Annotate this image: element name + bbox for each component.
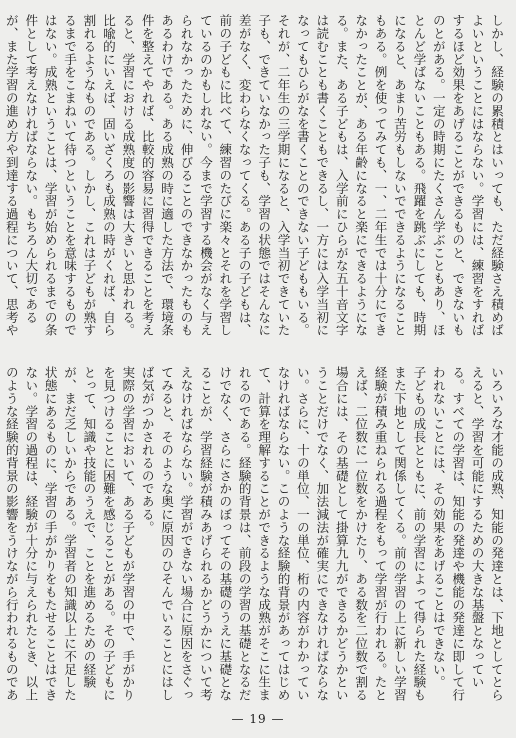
paragraph: いろいろな才能の成熟、知能の発達とは、下地としてとらえると、学習を可能にするための大きな基盤となっている。すべての学習は、知能の発達や機能の発達に即して行われないことには、その効果をあげることはできない。 <box>430 366 504 702</box>
page-number: — 19 — <box>231 712 285 726</box>
paragraph: 子どもの成長とともに、前の学習によって得られた経験もまた下地として関係してくる。前の学習の上に新しい学習経験が積み重ねられる過程をもって学習が行われる。たとえば、二位数に一位数をかけたり、ある数を二位数で割る場合には、その基礎として掛算九九ができるかどうかということだけでなく、加法減法が確実にできなければならない。さらに、十の単位、一の単位、桁の内容がわかっていなければならない。このような経験的背景があってはじめて、計算を理解することができるような成熟がそこに生まれるのである。経験的背景は、前段の学習の基礎となるだけでなく、さらにさかのぼってその基礎のうえに基礎となることが、学習経験が積みあげられるかどうかについて考えなければならない。学習ができない場合に原因をさぐってみると、そのような奥に原因のひそんでいることにはしば気がつかされるのである。 <box>139 366 427 702</box>
paragraph: 実際の学習において、ある子どもが学習の中で、手がかりを見つけることに困難を感じることがある。その子どもにとって、知識や技能のうえで、ことを進めるための経験が、まだ乏しいからである。学習者の知識以上に不足した状態にあるものに、学習の手がかりをもたせることはできない。学習の過程は、経験が十分に与えられたとき、以上のような経験的背景の影響をうけながら行われるものであ <box>3 366 136 702</box>
lower-text-block <box>3 366 506 703</box>
upper-text-block <box>3 14 506 347</box>
paragraph: しかし、経験の累積とはいっても、ただ経験さえ積めばよいということにはならない。学習には、練習をすればするほど効果をあげることができるものと、できないものとがある。一定の時期にたくさん学ぶこともあり、ほとんど学ばないこともある。飛躍を跳ぶにしても、時期になると、あまり苦労もしないでできるようになることもある。例を使ってみても、一、二年生では十分にできなかったことが、ある年齢になると楽にできるようになる。また、ある子どもは、入学前にひらがな五十音文字は読むことも書くこともできるし、一方には入学当初になってもひらがなを書くことのできない子どももいる。それが、二年生の三学期になると、入学当初できていた子も、できていなかった子も、学習の状態ではそんなに差がなく、変わらなくなってくる。ある子の子どもは、前の子どもに比べて、練習のたびに楽々とそれを学習しているのかもしれない。今まで学習する機会がなく与えられなかったために、伸びることのできなかったものもあるわけである。ある成熟の時に適した方法で、環境条件を整えてやれば、比較的容易に習得できることを考えると、学習における成熟度の影響は大きいと思われる。比喩的にいえば、固いざくろも成熟の時がくれば、自ら割れるようなものである。しかし、これは子どもが熟するまで手をこまねいて待つということを意味するものではない。成熟ということは、学習が始められるまでの条件として考えなければならない。もちろん大切であるが、また学習の進め方や到達する過程について、思考や <box>3 14 504 337</box>
